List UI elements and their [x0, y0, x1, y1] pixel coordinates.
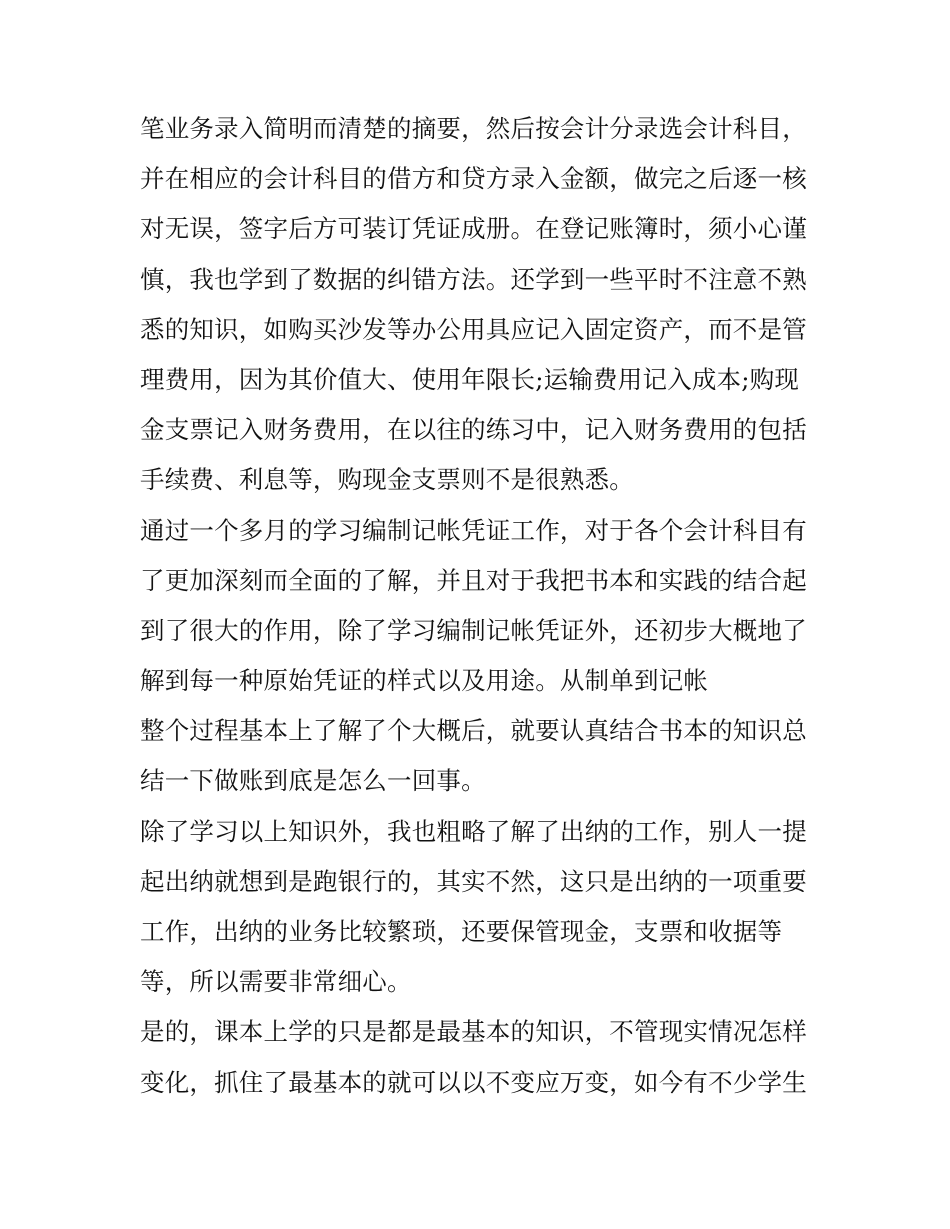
text-line: 手续费、利息等，购现金支票则不是很熟悉。: [140, 465, 634, 495]
body-text: [140, 104, 820, 1108]
text-line: 是的，课本上学的只是都是最基本的知识，不管现实情况怎样: [140, 1017, 807, 1047]
text-line: 并在相应的会计科目的借方和贷方录入金额，做完之后逐一核: [140, 164, 807, 194]
text-line: 除了学习以上知识外，我也粗略了解了出纳的工作，别人一提: [140, 816, 807, 846]
text-line: 笔业务录入简明而清楚的摘要，然后按会计分录选会计科目，: [140, 114, 807, 143]
text-line: 工作，出纳的业务比较繁琐，还要保管现金，支票和收据等: [140, 917, 783, 946]
text-line: 等，所以需要非常细心。: [140, 967, 412, 997]
text-line: 整个过程基本上了解了个大概后，就要认真结合书本的知识总: [140, 716, 807, 746]
text-line: 变化，抓住了最基本的就可以以不变应万变，如今有不少学生: [140, 1067, 807, 1097]
text-line: 理费用，因为其价值大、使用年限长;运输费用记入成本;购现: [140, 364, 800, 394]
text-line: 解到每一种原始凭证的样式以及用途。从制单到记帐: [140, 666, 709, 696]
text-line: 到了很大的作用，除了学习编制记帐凭证外，还初步大概地了: [140, 615, 807, 645]
text-line: 金支票记入财务费用，在以往的练习中，记入财务费用的包括: [140, 415, 807, 445]
text-line: 了更加深刻而全面的了解，并且对于我把书本和实践的结合起: [140, 565, 807, 595]
text-line: 对无误，签字后方可装订凭证成册。在登记账簿时，须小心谨: [140, 214, 807, 244]
text-line: 起出纳就想到是跑银行的，其实不然，这只是出纳的一项重要: [140, 866, 807, 896]
text-line: 慎，我也学到了数据的纠错方法。还学到一些平时不注意不熟: [140, 264, 807, 294]
text-line: 悉的知识，如购买沙发等办公用具应记入固定资产，而不是管: [140, 314, 807, 344]
text-line: 通过一个多月的学习编制记帐凭证工作，对于各个会计科目有: [140, 515, 807, 545]
text-line: 结一下做账到底是怎么一回事。: [140, 766, 486, 796]
